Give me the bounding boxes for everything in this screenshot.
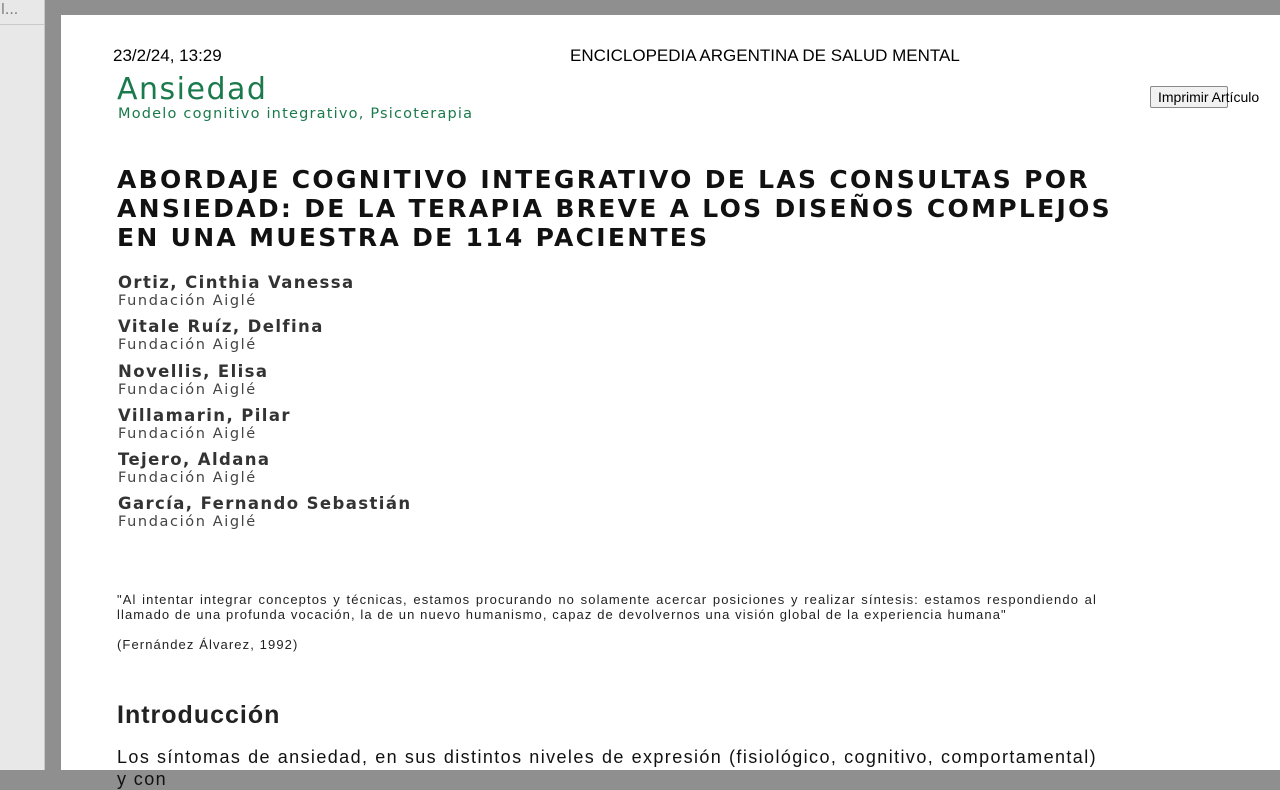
author-name: Villamarin, Pilar <box>118 405 291 425</box>
author-affiliation: Fundación Aiglé <box>118 381 257 398</box>
author-name: Vitale Ruíz, Delfina <box>118 317 324 337</box>
author-name: Tejero, Aldana <box>118 450 271 470</box>
author-name: Ortiz, Cinthia Vanessa <box>118 273 355 292</box>
viewer-sidebar <box>0 0 45 770</box>
site-title: Ansiedad <box>117 72 268 107</box>
author-item <box>118 361 412 405</box>
intro-paragraph: Los síntomas de ansiedad, en sus distintos niveles de expresión (fisiológico, cognitivo, comportamental) y con <box>117 747 1097 789</box>
epigraph-citation: (Fernández Álvarez, 1992) <box>117 637 299 652</box>
article-title: ABORDAJE COGNITIVO INTEGRATIVO DE LAS CONSULTAS POR ANSIEDAD: DE LA TERAPIA BREVE A LOS DISEÑOS COMPLEJOS EN UNA MUESTRA DE 114 PACIENTES <box>117 165 1112 252</box>
author-name: García, Fernando Sebastián <box>118 494 412 514</box>
epigraph-quote: "Al intentar integrar conceptos y técnicas, estamos procurando no solamente acercar posiciones y realizar síntesis: estamos respondiendo al llamado de una profunda vocación, la de un nuevo humanismo, capaz de devolvernos una visión global de la experiencia humana" <box>117 592 1097 622</box>
author-item <box>118 449 412 493</box>
document-page <box>61 15 1280 789</box>
author-name: Novellis, Elisa <box>118 361 269 381</box>
print-date: 23/2/24, 13:29 <box>113 46 222 65</box>
author-item <box>118 272 412 316</box>
author-affiliation: Fundación Aiglé <box>118 337 257 354</box>
print-header-site-name: ENCICLOPEDIA ARGENTINA DE SALUD MENTAL <box>570 46 960 65</box>
author-affiliation: Fundación Aiglé <box>118 514 257 531</box>
author-item <box>118 405 412 449</box>
print-article-button[interactable]: Imprimir Artículo <box>1150 86 1228 108</box>
author-item <box>118 493 412 537</box>
sidebar-tab-label[interactable]: l... <box>0 0 44 25</box>
author-list <box>118 272 412 538</box>
author-affiliation: Fundación Aiglé <box>118 425 257 442</box>
section-heading-introduction: Introducción <box>117 701 281 729</box>
author-affiliation: Fundación Aiglé <box>118 293 257 309</box>
author-affiliation: Fundación Aiglé <box>118 470 257 487</box>
site-subtitle: Modelo cognitivo integrativo, Psicoterapia <box>118 106 474 122</box>
author-item <box>118 316 412 360</box>
